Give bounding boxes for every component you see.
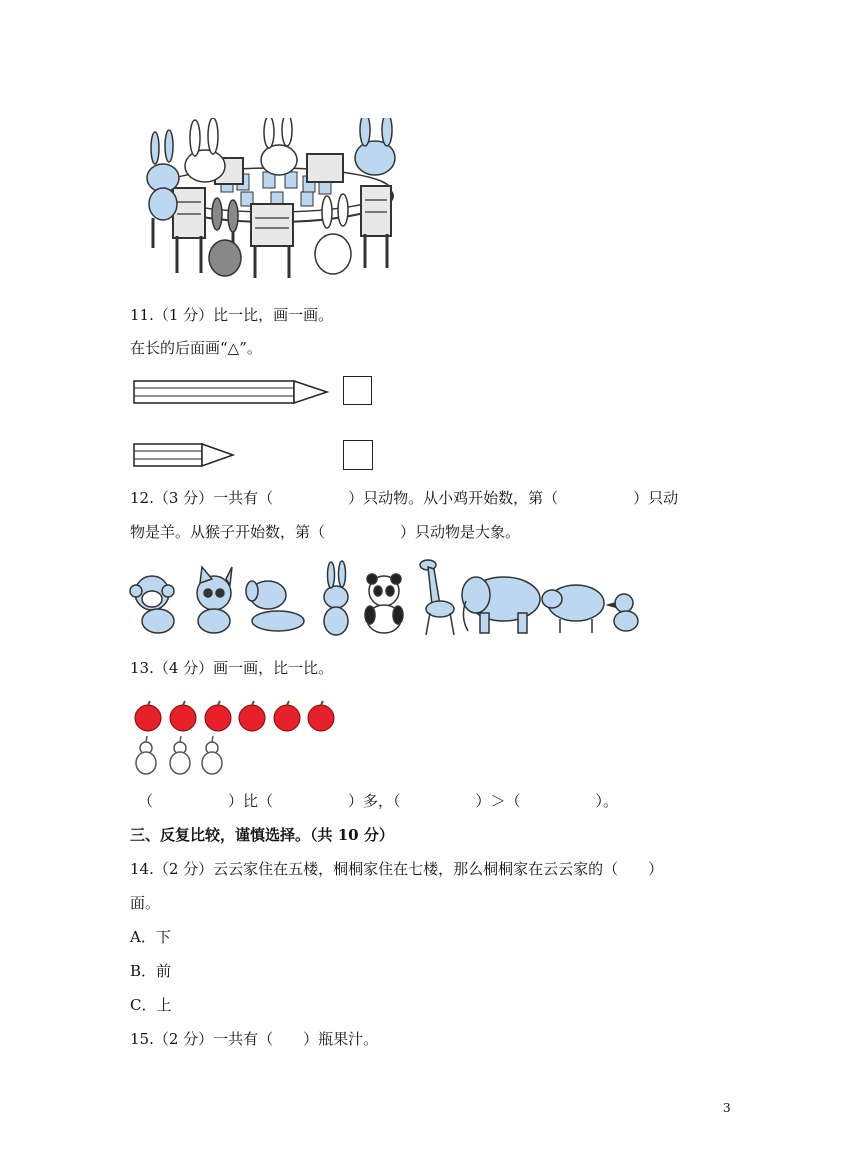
q14-option-b[interactable]: B．前 bbox=[130, 962, 172, 980]
apple-row bbox=[132, 700, 342, 732]
q12-line1: 12.（3 分）一共有（ ）只动物。从小鸡开始数，第（ ）只动 bbox=[130, 489, 679, 507]
section-heading: 三、反复比较，谨慎选择。（共 10 分） bbox=[130, 826, 394, 844]
chick-icon bbox=[608, 594, 638, 631]
monkey-icon bbox=[130, 576, 174, 633]
cat-icon bbox=[197, 567, 232, 633]
short-pencil bbox=[133, 441, 243, 469]
apple-icon bbox=[205, 705, 231, 731]
q14-option-c[interactable]: C．上 bbox=[130, 996, 172, 1014]
apple-icon bbox=[308, 705, 334, 731]
page-number: 3 bbox=[723, 1101, 731, 1115]
dog-icon bbox=[246, 581, 304, 631]
panda-icon bbox=[365, 574, 403, 633]
apple-icon bbox=[135, 705, 161, 731]
apple-icon bbox=[170, 705, 196, 731]
apple-icon bbox=[274, 705, 300, 731]
q14-line2: 面。 bbox=[130, 894, 161, 912]
pear-icon bbox=[202, 742, 222, 774]
q11-instruction: 在长的后面画“△”。 bbox=[130, 339, 262, 357]
long-pencil bbox=[133, 378, 333, 408]
q14-option-a[interactable]: A．下 bbox=[130, 928, 171, 946]
rabbits-at-table-illustration bbox=[133, 118, 413, 280]
apple-icon bbox=[239, 705, 265, 731]
giraffe-icon bbox=[420, 560, 454, 635]
elephant-icon bbox=[462, 577, 540, 633]
pear-icon bbox=[136, 742, 156, 774]
answer-box-short[interactable] bbox=[343, 440, 373, 470]
q12-line2: 物是羊。从猴子开始数，第（ ）只动物是大象。 bbox=[130, 523, 521, 541]
q13-title: 13.（4 分）画一画，比一比。 bbox=[130, 659, 334, 677]
q14-line1: 14.（2 分）云云家住在五楼，桐桐家住在七楼，那么桐桐家在云云家的（ ） bbox=[130, 860, 664, 878]
q11-title: 11.（1 分）比一比，画一画。 bbox=[130, 306, 334, 324]
answer-box-long[interactable] bbox=[343, 376, 372, 405]
pear-row bbox=[132, 734, 232, 776]
rabbit-icon bbox=[324, 561, 348, 635]
q13-answer-line: （ ）比（ ）多，（ ）＞（ ）。 bbox=[138, 792, 619, 810]
sheep-icon bbox=[542, 585, 604, 633]
animal-row bbox=[128, 555, 648, 637]
pear-icon bbox=[170, 742, 190, 774]
q15-title: 15.（2 分）一共有（ ）瓶果汁。 bbox=[130, 1030, 379, 1048]
